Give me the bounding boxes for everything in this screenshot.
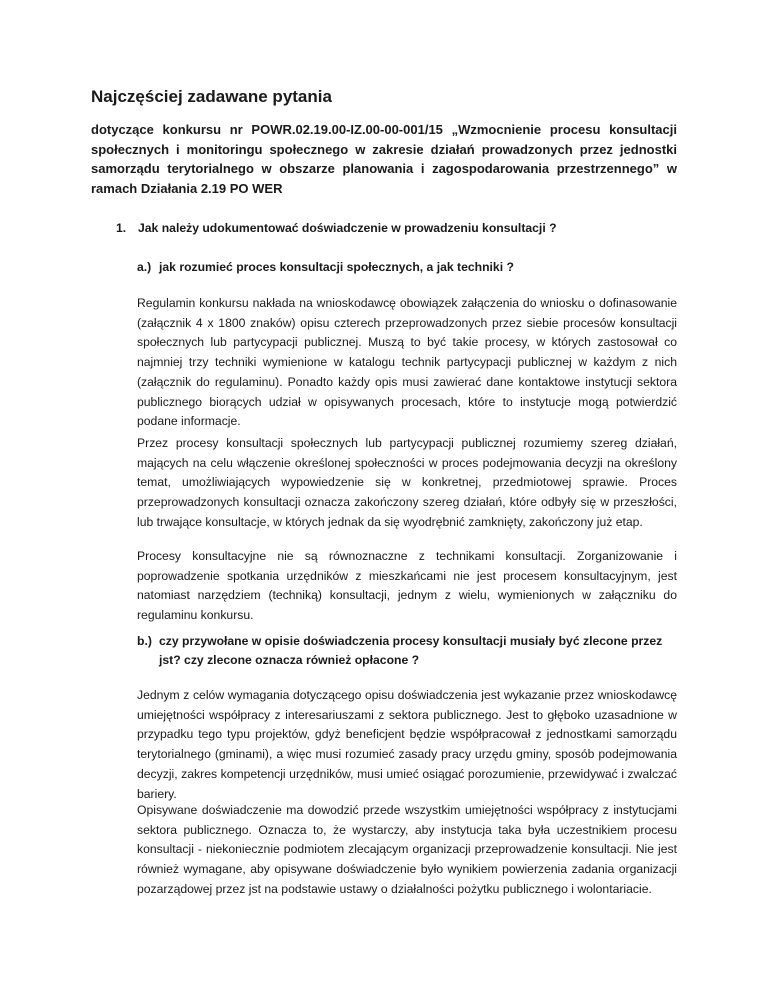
page-title: Najczęściej zadawane pytania xyxy=(91,87,332,106)
sub-question-letter: b.) xyxy=(137,634,152,648)
sub-question-a xyxy=(137,258,677,277)
answer-paragraph: Regulamin konkursu nakłada na wnioskodawcę obowiązek załączenia do wniosku o dofinasowanie (załącznik 4 x 1800 znaków) opisu czterech przeprowadzonych przez siebie procesów konsultacji społecznych lub partycypacji publicznej. Muszą to być takie procesy, w których zastosował co najmniej trzy techniki wymienione w katalogu technik partycypacji publicznej w każdym z nich (załącznik do regulaminu). Ponadto każdy opis musi zawierać dane kontaktowe instytucji sektora publicznego biorących udział w opisywanych procesach, które to instytucje mogą potwierdzić podane informacje. xyxy=(137,296,677,429)
sub-question-text: jak rozumieć proces konsultacji społecznych, a jak techniki ? xyxy=(159,260,514,274)
question-text: Jak należy udokumentować doświadczenie w prowadzeniu konsultacji ? xyxy=(138,221,557,235)
sub-question-letter: a.) xyxy=(137,260,152,274)
document-subtitle: dotyczące konkursu nr POWR.02.19.00-IZ.00-00-001/15 „Wzmocnienie procesu konsultacji społecznych i monitoringu społecznego w zakresie działań prowadzonych przez jednostki samorządu terytorialnego w obszarze planowania i zagospodarowania przestrzennego” w ramach Działania 2.19 PO WER xyxy=(91,122,677,196)
answer-paragraph: Przez procesy konsultacji społecznych lub partycypacji publicznej rozumiemy szereg działań, mających na celu włączenie określonej społeczności w proces podejmowania decyzji na określony temat, umożliwiających wypowiedzenie się w konkretnej, przedmiotowej sprawie. Proces przeprowadzonych konsultacji oznacza zakończony szereg działań, które odbyły się w przeszłości, lub trwające konsultacje, w których jednak da się wyodrębnić zamknięty, zakończony już etap. xyxy=(137,436,677,529)
answer-paragraph: Opisywane doświadczenie ma dowodzić przede wszystkim umiejętności współpracy z instytucjami sektora publicznego. Oznacza to, że wystarczy, aby instytucja taka była uczestnikiem procesu konsultacji - niekoniecznie podmiotem zlecającym organizacji przeprowadzenie konsultacji. Nie jest również wymagane, aby opisywane doświadczenie było wynikiem powierzenia zadania organizacji pozarządowej przez jst na podstawie ustawy o działalności pożytku publicznego i wolontariacie. xyxy=(137,803,677,896)
answer-paragraph: Procesy konsultacyjne nie są równoznaczne z technikami konsultacji. Zorganizowanie i poprowadzenie spotkania urzędników z mieszkańcami nie jest procesem konsultacyjnym, jest natomiast narzędziem (techniką) konsultacji, jednym z wielu, wymienionych w załączniku do regulaminu konkursu. xyxy=(137,549,677,623)
sub-question-b xyxy=(137,632,677,669)
question-number: 1. xyxy=(116,221,127,235)
sub-question-text: czy przywołane w opisie doświadczenia procesy konsultacji musiały być zlecone przez xyxy=(159,634,663,648)
answer-paragraph: Jednym z celów wymagania dotyczącego opisu doświadczenia jest wykazanie przez wnioskodawcę umiejętności współpracy z interesariuszami z sektora publicznego. Jest to głęboko uzasadnione w przypadku tego typu projektów, gdyż beneficjent będzie współpracował z jednostkami samorządu terytorialnego (gminami), a więc musi rozumieć zasady pracy urzędu gminy, sposób podejmowania decyzji, zakres kompetencji urzędników, musi umieć osiągać porozumienie, przewidywać i zwalczać bariery. xyxy=(137,688,677,801)
sub-question-text-continued: jst? czy zlecone oznacza również opłacone ? xyxy=(159,652,420,667)
question-1 xyxy=(116,220,676,237)
